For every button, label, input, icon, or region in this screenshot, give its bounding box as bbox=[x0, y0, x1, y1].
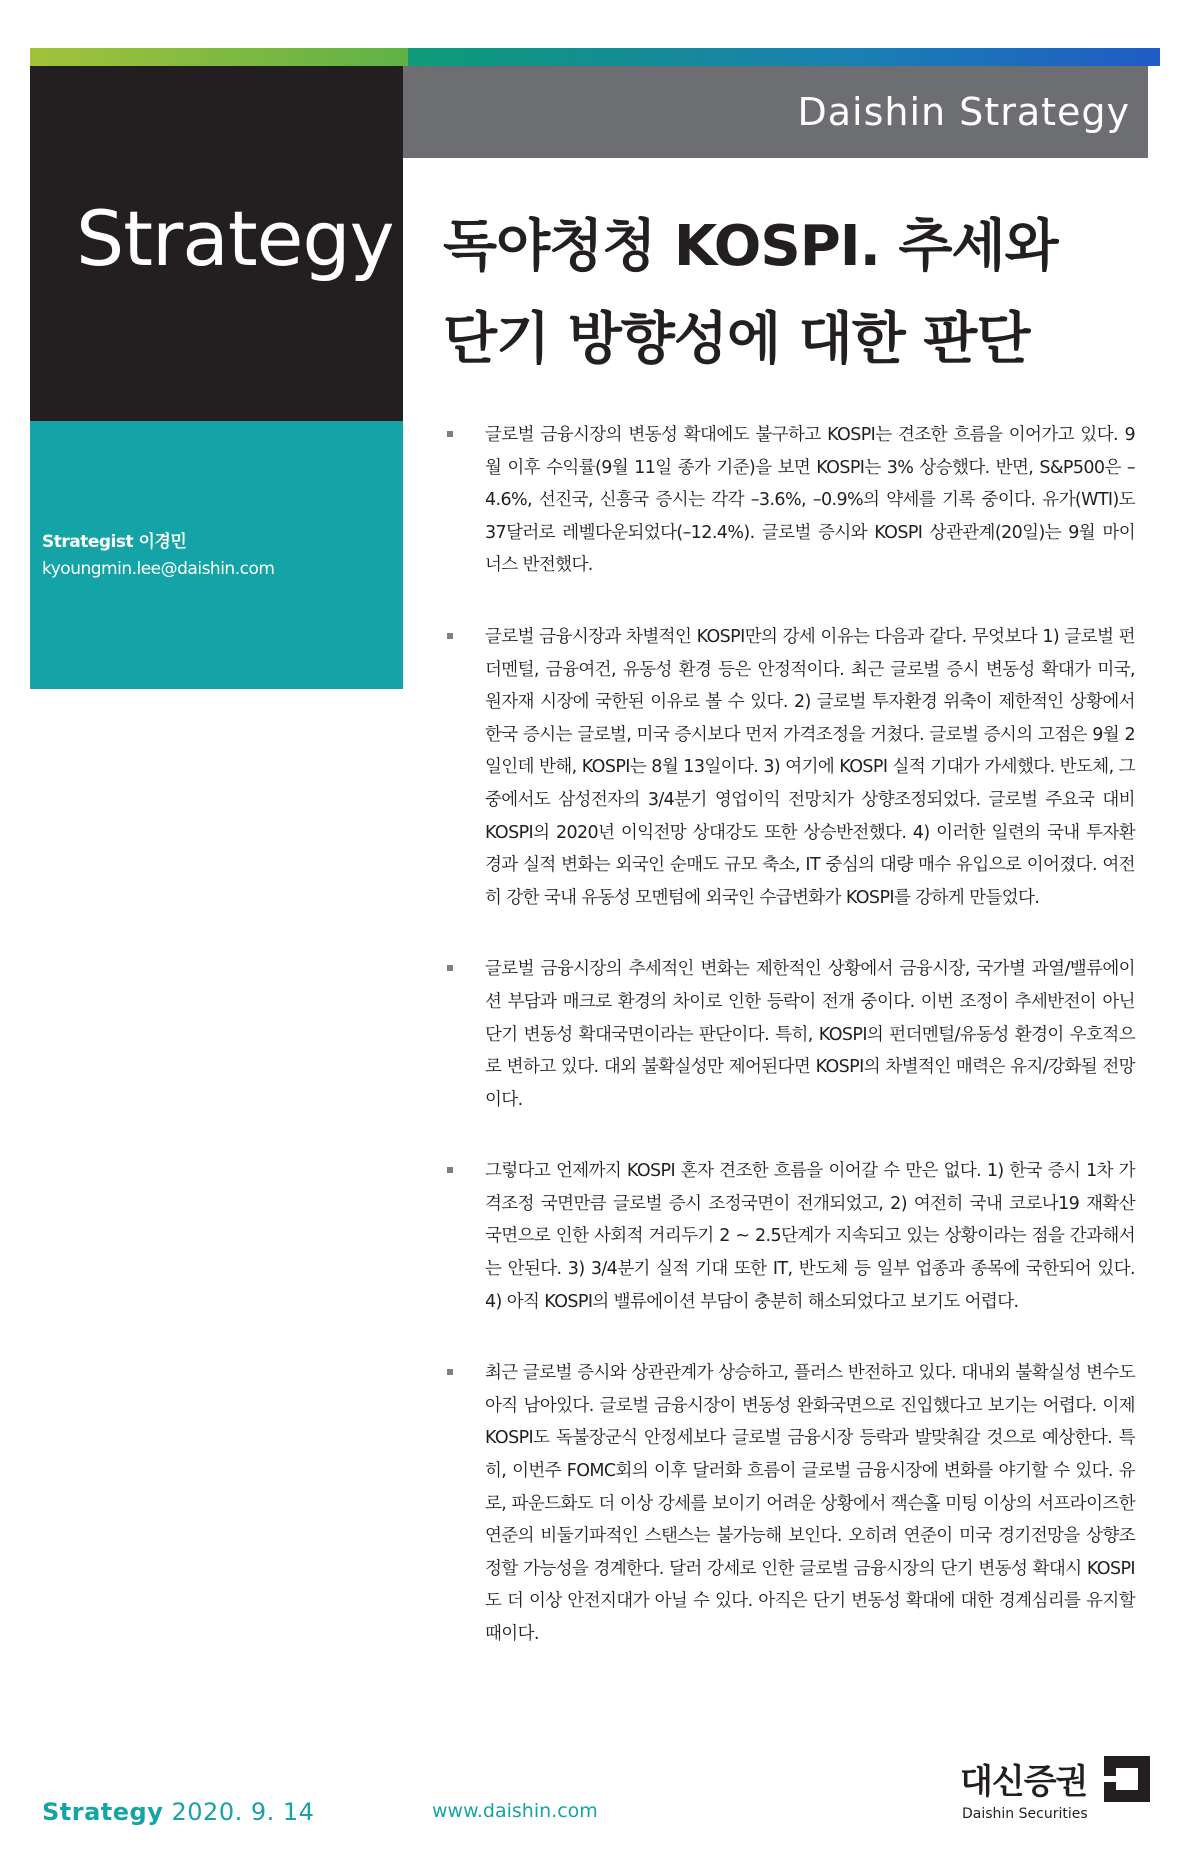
top-accent-bar-green bbox=[30, 48, 408, 66]
summary-bullet-list bbox=[485, 419, 1135, 1690]
author-name: Strategist 이경민 bbox=[42, 532, 187, 552]
logo-korean-text: 대신증권 bbox=[960, 1762, 1088, 1802]
bullet-text: 글로벌 금융시장의 추세적인 변화는 제한적인 상황에서 금융시장, 국가별 과열/밸류에이션 부담과 매크로 환경의 차이로 인한 등락이 전개 중이다. 이번 조정이 추세반전이 아닌 단기 변동성 확대국면이라는 판단이다. 특히, KOSPI의 펀더멘털/유동성 환경이 우호적으로 변하고 있다. 대외 불확실성만 제어된다면 KOSPI의 차별적인 매력은 유지/강화될 전망이다. bbox=[485, 959, 1135, 1110]
bullet-item bbox=[485, 1357, 1135, 1650]
bullet-text: 글로벌 금융시장의 변동성 확대에도 불구하고 KOSPI는 견조한 흐름을 이어가고 있다. 9월 이후 수익률(9월 11일 종가 기준)을 보면 KOSPI는 3% 상승했다. 반면, S&P500은 –4.6%, 선진국, 신흥국 증시는 각각 –3.6%, –0.9%의 약세를 기록 중이다. 유가(WTI)도 37달러로 레벨다운되었다(–12.4%). 글로벌 증시와 KOSPI 상관관계(20일)는 9월 마이너스 반전했다. bbox=[485, 425, 1135, 576]
footer-url-link[interactable]: www.daishin.com bbox=[432, 1800, 598, 1822]
author-email[interactable]: kyoungmin.lee@daishin.com bbox=[42, 559, 275, 579]
bullet-item bbox=[485, 953, 1135, 1116]
section-title: Strategy bbox=[76, 194, 394, 283]
logo-mark-icon bbox=[1104, 1756, 1150, 1802]
footer-section-date bbox=[42, 1798, 314, 1826]
bullet-square-icon bbox=[447, 633, 453, 639]
bullet-square-icon bbox=[447, 1167, 453, 1173]
report-title bbox=[443, 200, 1143, 386]
report-title-line-2: 단기 방향성에 대한 판단 bbox=[443, 307, 1030, 372]
bullet-item bbox=[485, 419, 1135, 582]
footer-section-label: Strategy bbox=[42, 1798, 164, 1826]
logo-english-text: Daishin Securities bbox=[962, 1806, 1088, 1822]
footer-date: 2020. 9. 14 bbox=[171, 1798, 315, 1826]
bullet-square-icon bbox=[447, 1369, 453, 1375]
top-accent-bar-blue bbox=[408, 48, 1160, 66]
company-logo bbox=[960, 1752, 1150, 1832]
bullet-text: 글로벌 금융시장과 차별적인 KOSPI만의 강세 이유는 다음과 같다. 무엇보다 1) 글로벌 펀더멘털, 금융여건, 유동성 환경 등은 안정적이다. 최근 글로벌 증시 변동성 확대가 미국, 원자재 시장에 국한된 이유로 볼 수 있다. 2) 글로벌 투자환경 위축이 제한적인 상황에서 한국 증시는 글로벌, 미국 증시보다 먼저 가격조정을 거쳤다. 글로벌 증시의 고점은 9월 2일인데 반해, KOSPI는 8월 13일이다. 3) 여기에 KOSPI 실적 기대가 가세했다. 반도체, 그 중에서도 삼성전자의 3/4분기 영업이익 전망치가 상향조정되었다. 글로벌 주요국 대비 KOSPI의 2020년 이익전망 상대강도 또한 상승반전했다. 4) 이러한 일련의 국내 투자환경과 실적 변화는 외국인 순매도 규모 축소, IT 중심의 대량 매수 유입으로 이어졌다. 여전히 강한 국내 유동성 모멘텀에 외국인 수급변화가 KOSPI를 강하게 만들었다. bbox=[485, 626, 1135, 908]
bullet-text: 그렇다고 언제까지 KOSPI 혼자 견조한 흐름을 이어갈 수 만은 없다. 1) 한국 증시 1차 가격조정 국면만큼 글로벌 증시 조정국면이 전개되었고, 2) 여전히 국내 코로나19 재확산 국면으로 인한 사회적 거리두기 2 ~ 2.5단계가 지속되고 있는 상황이라는 점을 간과해서는 안된다. 3) 3/4분기 실적 기대 또한 IT, 반도체 등 일부 업종과 종목에 국한되어 있다. 4) 아직 KOSPI의 밸류에이션 부담이 충분히 해소되었다고 보기도 어렵다. bbox=[485, 1161, 1135, 1312]
bullet-square-icon bbox=[447, 965, 453, 971]
bullet-text: 최근 글로벌 증시와 상관관계가 상승하고, 플러스 반전하고 있다. 대내외 불확실성 변수도 아직 남아있다. 글로벌 금융시장이 변동성 완화국면으로 진입했다고 보기는 어렵다. 이제 KOSPI도 독불장군식 안정세보다 글로벌 금융시장 등락과 발맞춰갈 것으로 예상한다. 특히, 이번주 FOMC회의 이후 달러화 흐름이 글로벌 금융시장에 변화를 야기할 수 있다. 유로, 파운드화도 더 이상 강세를 보이기 어려운 상황에서 잭슨홀 미팅 이상의 서프라이즈한 연준의 비둘기파적인 스탠스는 불가능해 보인다. 오히려 연준이 미국 경기전망을 상향조정할 가능성을 경계한다. 달러 강세로 인한 글로벌 금융시장의 단기 변동성 확대시 KOSPI도 더 이상 안전지대가 아닐 수 있다. 아직은 단기 변동성 확대에 대한 경계심리를 유지할 때이다. bbox=[485, 1363, 1135, 1644]
report-title-line-1: 독야청청 KOSPI. 추세와 bbox=[443, 214, 1058, 279]
bullet-item bbox=[485, 621, 1135, 914]
brand-title: Daishin Strategy bbox=[797, 90, 1130, 134]
author-panel bbox=[30, 421, 403, 689]
section-panel bbox=[30, 66, 403, 421]
bullet-square-icon bbox=[447, 431, 453, 437]
bullet-item bbox=[485, 1155, 1135, 1318]
brand-banner bbox=[403, 66, 1148, 158]
